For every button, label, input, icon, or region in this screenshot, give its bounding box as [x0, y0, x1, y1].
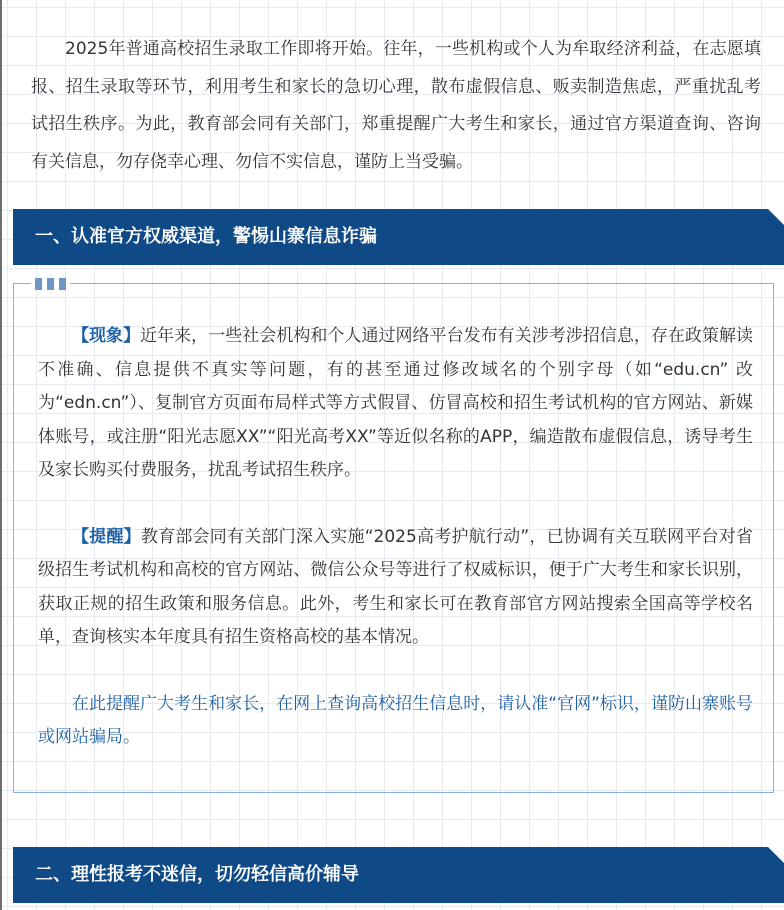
- section-1-body: [38, 320, 753, 755]
- phenomenon-tag: 【现象】: [72, 326, 141, 346]
- phenomenon-text: 近年来，一些社会机构和个人通过网络平台发布有关涉考涉招信息，存在政策解读不准确、信息提供不真实等问题，有的甚至通过修改域名的个别字母（如“edu.cn” 改为“edn.cn”）、复制官方页面布局样式等方式假冒、仿冒高校和招生考试机构的官方网站、新媒体账号，或注册“阳光志愿XX”“阳光高考XX”等近似名称的APP，编造散布虚假信息，诱导考生及家长购买付费服务，扰乱考试招生秩序。: [38, 326, 754, 480]
- intro-paragraph: 2025年普通高校招生录取工作即将开始。往年，一些机构或个人为牟取经济利益，在志愿填报、招生录取等环节，利用考生和家长的急切心理，散布虚假信息、贩卖制造焦虑，严重扰乱考试招生秩序。为此，教育部会同有关部门，郑重提醒广大考生和家长，通过官方渠道查询、咨询有关信息，勿存侥幸心理、勿信不实信息，谨防上当受骗。: [31, 39, 761, 172]
- section-1-header: [13, 209, 784, 265]
- reminder-tag: 【提醒】: [72, 526, 141, 547]
- section-2-header: [13, 847, 784, 903]
- deco-bar: [59, 278, 66, 290]
- reminder-text: 教育部会同有关部门深入实施“2025高考护航行动”，已协调有关互联网平台对省级招生考试机构和高校的官方网站、微信公众号等进行了权威标识，便于广大考生和家长识别，获取正规的招生政策和服务信息。此外，考生和家长可在教育部官方网站搜索全国高等学校名单，查询核实本年度具有招生资格高校的基本情况。: [38, 526, 753, 647]
- box-corner-decoration: [31, 278, 70, 290]
- deco-bar: [35, 278, 42, 290]
- section-2-title: 二、理性报考不迷信，切勿轻信高价辅导: [35, 864, 359, 885]
- reminder-paragraph: [38, 521, 753, 655]
- section-1-content-box: [13, 283, 774, 793]
- closing-reminder: 在此提醒广大考生和家长，在网上查询高校招生信息时，请认准“官网”标识，谨防山寨账号或网站骗局。: [38, 693, 753, 747]
- deco-bar: [47, 278, 54, 290]
- phenomenon-paragraph: [38, 320, 753, 488]
- page-left-rule: [0, 0, 2, 910]
- section-1-title: 一、认准官方权威渠道，警惕山寨信息诈骗: [35, 226, 377, 247]
